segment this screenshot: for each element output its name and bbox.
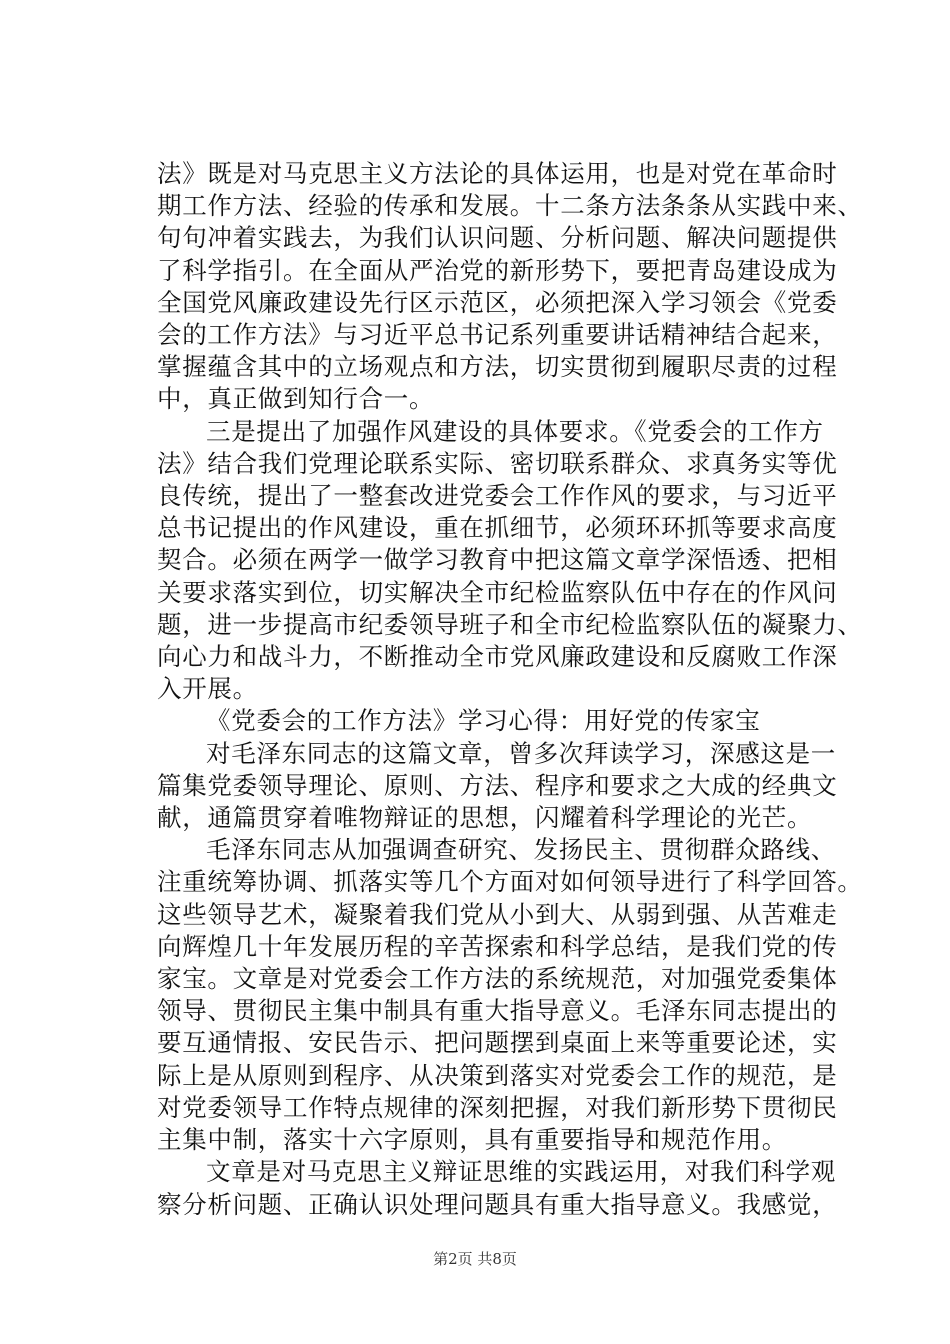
text-line: 法》结合我们党理论联系实际、密切联系群众、求真务实等优: [157, 448, 838, 478]
section-title: 《党委会的工作方法》学习心得：用好党的传家宝: [206, 706, 761, 736]
text-line: 篇集党委领导理论、原则、方法、程序和要求之大成的经典文: [157, 770, 838, 800]
text-line: 契合。必须在两学一做学习教育中把这篇文章学深悟透、把相: [157, 545, 838, 575]
text-line: 掌握蕴含其中的立场观点和方法，切实贯彻到履职尽责的过程: [157, 352, 838, 382]
text-line: 这些领导艺术，凝聚着我们党从小到大、从弱到强、从苦难走: [157, 899, 838, 929]
text-line: 对党委领导工作特点规律的深刻把握，对我们新形势下贯彻民: [157, 1092, 838, 1122]
paragraph-start-line: 对毛泽东同志的这篇文章，曾多次拜读学习，深感这是一: [206, 738, 836, 768]
text-line: 期工作方法、经验的传承和发展。十二条方法条条从实践中来、: [157, 191, 863, 221]
document-body: [157, 158, 863, 1221]
text-line: 际上是从原则到程序、从决策到落实对党委会工作的规范，是: [157, 1060, 838, 1090]
text-line: 良传统，提出了一整套改进党委会工作作风的要求，与习近平: [157, 481, 838, 511]
paragraph-start-line: 文章是对马克思主义辩证思维的实践运用，对我们科学观: [206, 1157, 836, 1187]
text-line: 察分析问题、正确认识处理问题具有重大指导意义。我感觉，: [157, 1189, 838, 1219]
text-line: 主集中制，落实十六字原则，具有重要指导和规范作用。: [157, 1125, 787, 1155]
text-line: 家宝。文章是对党委会工作方法的系统规范，对加强党委集体: [157, 964, 838, 994]
text-line: 注重统筹协调、抓落实等几个方面对如何领导进行了科学回答。: [157, 867, 863, 897]
text-line: 向辉煌几十年发展历程的辛苦探索和科学总结，是我们党的传: [157, 931, 838, 961]
text-line: 献，通篇贯穿着唯物辩证的思想，闪耀着科学理论的光芒。: [157, 803, 813, 833]
text-line: 要互通情报、安民告示、把问题摆到桌面上来等重要论述，实: [157, 1028, 838, 1058]
text-line: 中，真正做到知行合一。: [157, 384, 435, 414]
text-line: 句句冲着实践去，为我们认识问题、分析问题、解决问题提供: [157, 223, 838, 253]
text-line: 法》既是对马克思主义方法论的具体运用，也是对党在革命时: [157, 159, 838, 188]
text-line: 题，进一步提高市纪委领导班子和全市纪检监察队伍的凝聚力、: [157, 609, 863, 639]
paragraph-start-line: 三是提出了加强作风建设的具体要求。《党委会的工作方: [206, 416, 824, 446]
text-line: 总书记提出的作风建设，重在抓细节，必须环环抓等要求高度: [157, 513, 838, 543]
text-line: 入开展。: [157, 674, 258, 704]
text-line: 会的工作方法》与习近平总书记系列重要讲话精神结合起来，: [157, 320, 838, 350]
page-number: 第2页 共8页: [433, 1250, 517, 1268]
page-footer: [0, 1248, 950, 1269]
text-line: 全国党风廉政建设先行区示范区，必须把深入学习领会《党委: [157, 287, 838, 317]
text-line: 向心力和战斗力，不断推动全市党风廉政建设和反腐败工作深: [157, 642, 838, 672]
paragraph-start-line: 毛泽东同志从加强调查研究、发扬民主、贯彻群众路线、: [206, 835, 836, 865]
text-line: 了科学指引。在全面从严治党的新形势下，要把青岛建设成为: [157, 255, 838, 285]
text-line: 领导、贯彻民主集中制具有重大指导意义。毛泽东同志提出的: [157, 996, 838, 1026]
text-line: 关要求落实到位，切实解决全市纪检监察队伍中存在的作风问: [157, 577, 838, 607]
